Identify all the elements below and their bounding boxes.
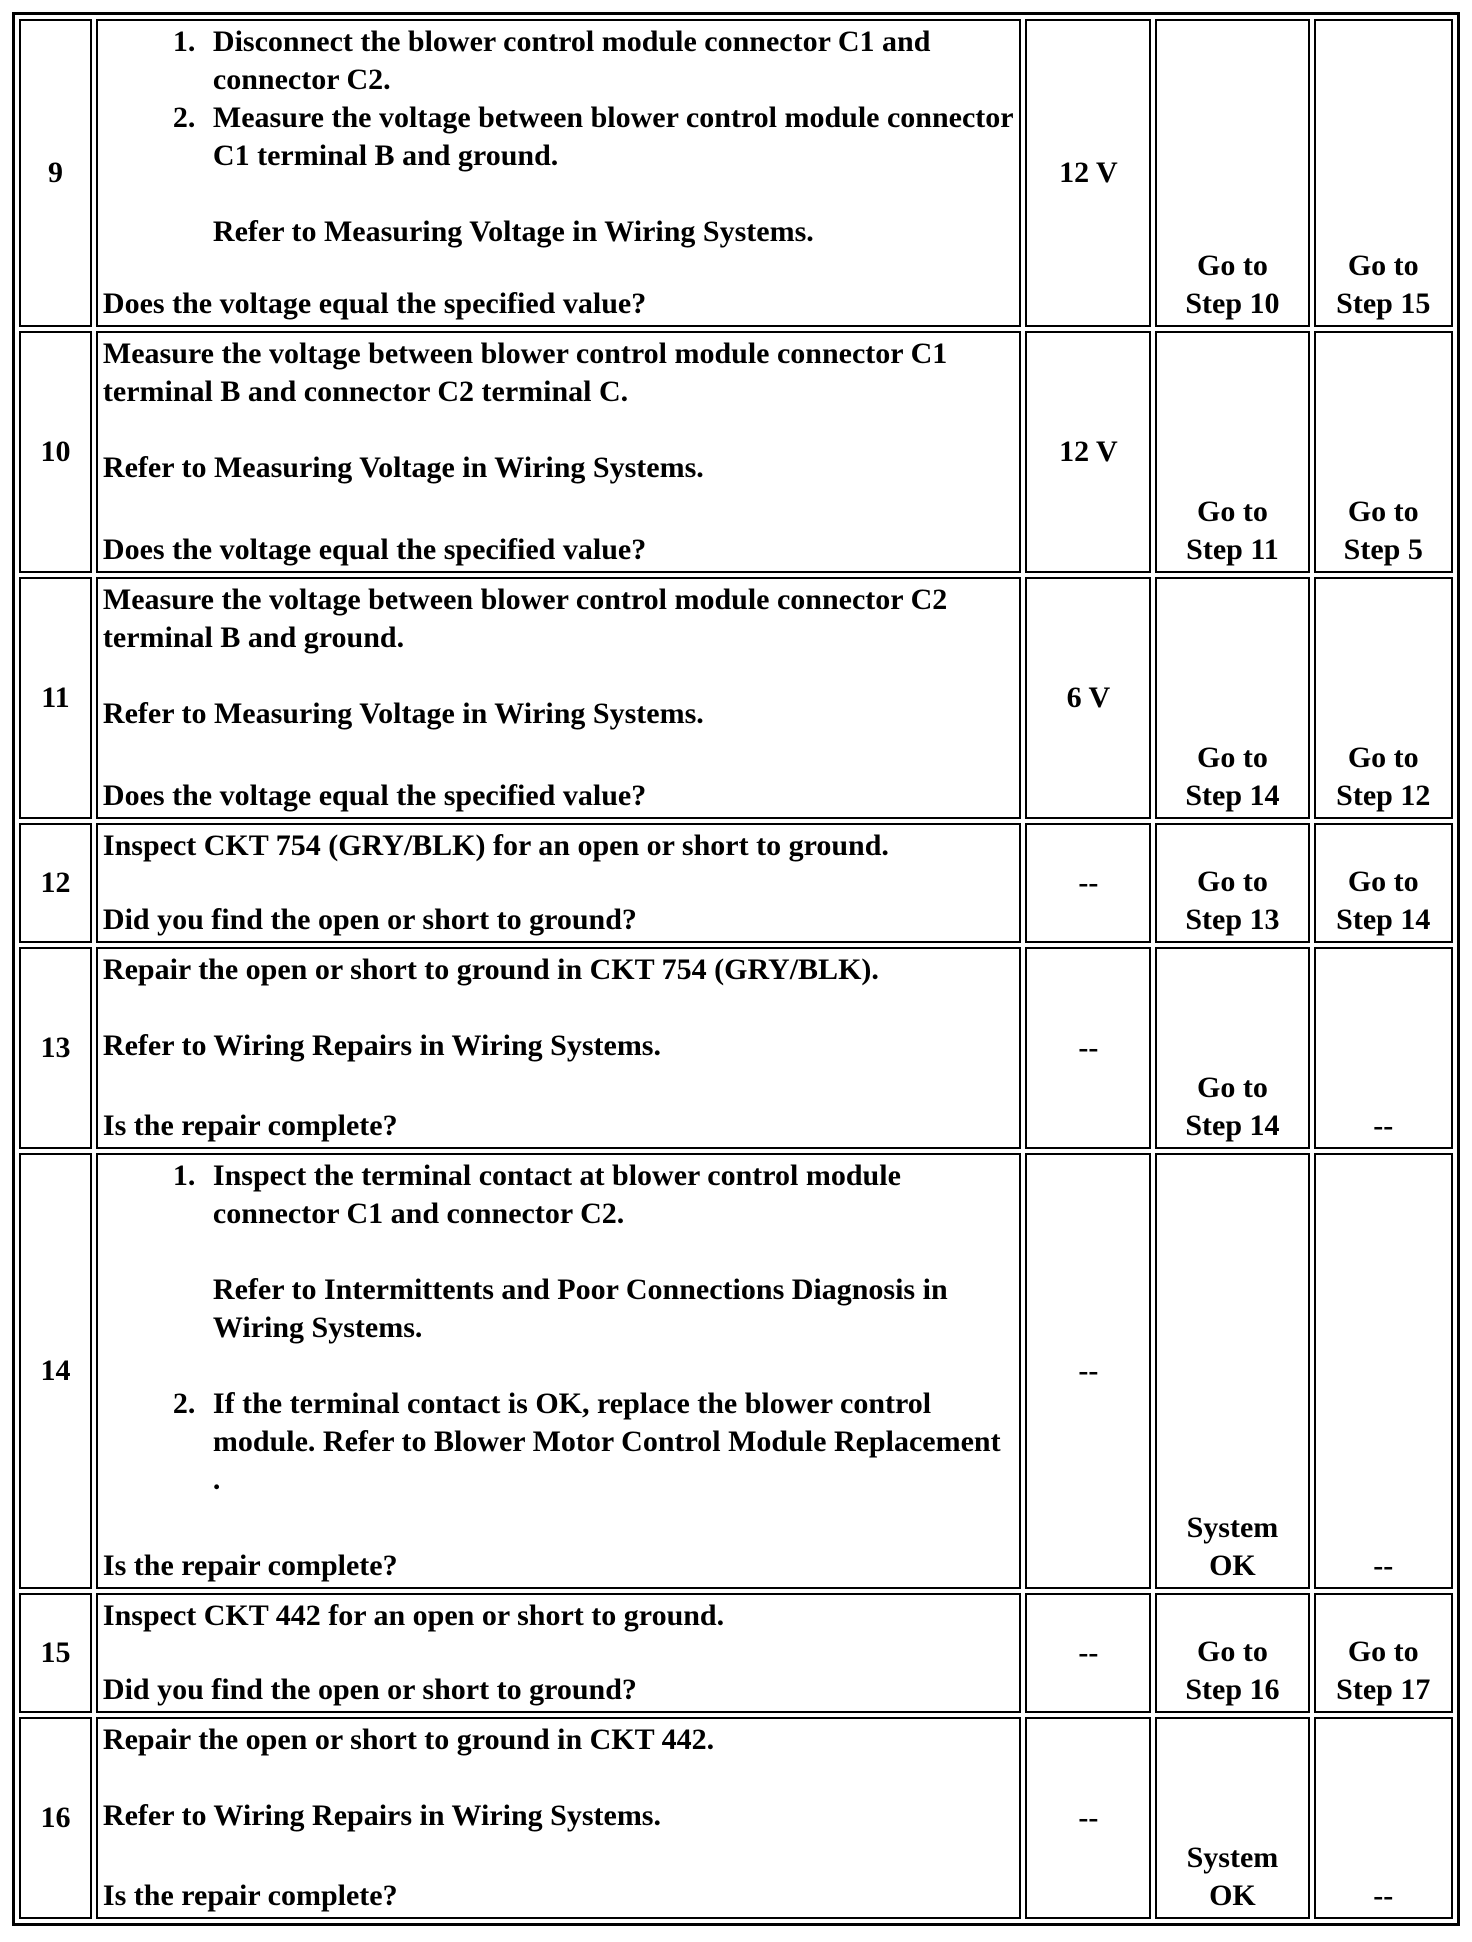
step-number: 13 (19, 947, 92, 1149)
reference-note: Refer to Intermittents and Poor Connections Diagnosis in Wiring Systems. (212, 1273, 948, 1344)
action-text: Inspect CKT 754 (GRY/BLK) for an open or short to ground. (102, 829, 889, 862)
action-text: Inspect CKT 442 for an open or short to ground. (102, 1599, 725, 1632)
action-text: Repair the open or short to ground in CKT 442. (102, 1723, 715, 1756)
question: Did you find the open or short to ground? (102, 1673, 637, 1706)
list-item: 1. Disconnect the blower control module connector C1 and connector C2. (203, 23, 1014, 99)
reference-note: Refer to Measuring Voltage in Wiring Systems. (102, 451, 704, 484)
value-cell: -- (1025, 1717, 1151, 1919)
action-cell (96, 577, 1021, 819)
yes-cell: Go to Step 14 (1155, 577, 1309, 819)
question: Did you find the open or short to ground? (102, 903, 637, 936)
no-cell: Go to Step 15 (1314, 19, 1453, 327)
yes-cell: System OK (1155, 1717, 1309, 1919)
table-row (19, 823, 1453, 943)
reference-note: Refer to Measuring Voltage in Wiring Systems. (212, 215, 814, 248)
reference-note: Refer to Wiring Repairs in Wiring Systems. (102, 1029, 661, 1062)
step-number: 10 (19, 331, 92, 573)
step-number: 16 (19, 1717, 92, 1919)
action-text: Measure the voltage between blower control module connector C1 terminal B and connector C2 terminal C. (102, 337, 948, 408)
table-row (19, 1593, 1453, 1713)
reference-note: Refer to Wiring Repairs in Wiring Systems. (102, 1799, 661, 1832)
question: Is the repair complete? (102, 1879, 398, 1912)
table-row (19, 1717, 1453, 1919)
yes-cell: System OK (1155, 1153, 1309, 1589)
table-row (19, 947, 1453, 1149)
question: Is the repair complete? (102, 1109, 398, 1142)
action-list (103, 1157, 1014, 1499)
value-cell: 12 V (1025, 19, 1151, 327)
action-cell (96, 1593, 1021, 1713)
step-number: 15 (19, 1593, 92, 1713)
step-number: 14 (19, 1153, 92, 1589)
no-cell: Go to Step 12 (1314, 577, 1453, 819)
list-item: 2. Measure the voltage between blower control module connector C1 terminal B and ground. Refer to Measuring Voltage in Wiring Systems. (203, 99, 1014, 251)
table-row (19, 331, 1453, 573)
yes-cell: Go to Step 13 (1155, 823, 1309, 943)
no-cell: Go to Step 5 (1314, 331, 1453, 573)
action-cell (96, 1153, 1021, 1589)
table-row (19, 1153, 1453, 1589)
action-text: Repair the open or short to ground in CKT 754 (GRY/BLK). (102, 953, 879, 986)
no-cell: Go to Step 14 (1314, 823, 1453, 943)
question: Does the voltage equal the specified value? (102, 779, 647, 812)
action-cell (96, 823, 1021, 943)
action-cell (96, 19, 1021, 327)
reference-note: Refer to Measuring Voltage in Wiring Systems. (102, 697, 704, 730)
no-cell: -- (1314, 1717, 1453, 1919)
value-cell: 12 V (1025, 331, 1151, 573)
action-list (103, 23, 1014, 251)
value-cell: -- (1025, 823, 1151, 943)
list-item: 2. If the terminal contact is OK, replace the blower control module. Refer to Blower Motor Control Module Replacement . (203, 1385, 1014, 1499)
page (12, 12, 1460, 1926)
no-cell: Go to Step 17 (1314, 1593, 1453, 1713)
diagnostic-table (12, 12, 1460, 1926)
yes-cell: Go to Step 11 (1155, 331, 1309, 573)
table-row (19, 577, 1453, 819)
table-row (19, 19, 1453, 327)
action-cell (96, 1717, 1021, 1919)
step-number: 11 (19, 577, 92, 819)
question: Does the voltage equal the specified value? (102, 533, 647, 566)
step-number: 9 (19, 19, 92, 327)
value-cell: -- (1025, 947, 1151, 1149)
no-cell: -- (1314, 947, 1453, 1149)
action-cell (96, 331, 1021, 573)
yes-cell: Go to Step 16 (1155, 1593, 1309, 1713)
yes-cell: Go to Step 10 (1155, 19, 1309, 327)
action-text: Measure the voltage between blower control module connector C2 terminal B and ground. (102, 583, 948, 654)
question: Is the repair complete? (102, 1549, 398, 1582)
action-cell (96, 947, 1021, 1149)
no-cell: -- (1314, 1153, 1453, 1589)
value-cell: -- (1025, 1593, 1151, 1713)
question: Does the voltage equal the specified value? (102, 287, 647, 320)
yes-cell: Go to Step 14 (1155, 947, 1309, 1149)
step-number: 12 (19, 823, 92, 943)
list-item: 1. Inspect the terminal contact at blower control module connector C1 and connector C2. Refer to Intermittents and Poor Connections Diagnosis in Wiring Systems. (203, 1157, 1014, 1385)
value-cell: -- (1025, 1153, 1151, 1589)
value-cell: 6 V (1025, 577, 1151, 819)
